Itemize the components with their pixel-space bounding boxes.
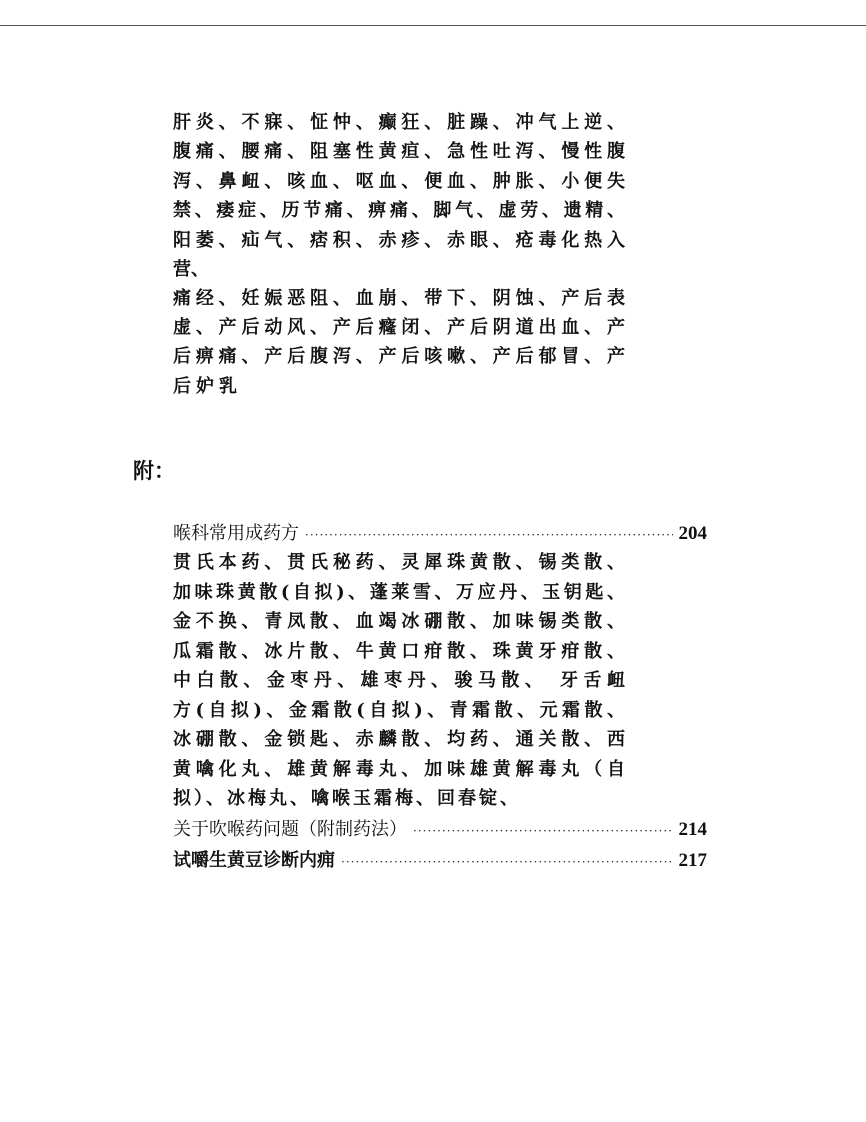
dot-leader: [305, 524, 673, 546]
text-line: 加味珠黄散(自拟)、蓬莱雪、万应丹、玉钥匙、: [173, 582, 625, 603]
text-line: 贯氏本药、贯氏秘药、灵犀珠黄散、锡类散、: [173, 552, 625, 573]
toc-entry[interactable]: [173, 819, 707, 842]
text-line: 后妒乳: [173, 376, 242, 397]
text-line: 泻、鼻衄、咳血、呕血、便血、肿胀、小便失: [173, 171, 625, 192]
toc-entry[interactable]: [173, 850, 707, 873]
top-rule: [0, 25, 866, 26]
text-line: 中白散、金枣丹、雄枣丹、骏马散、 牙舌衄: [173, 670, 625, 691]
dot-leader: [413, 820, 673, 842]
appendix-heading: 附：: [133, 458, 175, 483]
toc-title: 关于吹喉药问题（附制药法）: [173, 819, 407, 840]
text-line: 金不换、青凤散、血竭冰硼散、加味锡类散、: [173, 611, 625, 632]
text-line: 方(自拟)、金霜散(自拟)、青霜散、元霜散、: [173, 700, 625, 721]
text-line: 黄噙化丸、雄黄解毒丸、加味雄黄解毒丸（自: [173, 759, 625, 780]
text-line: 瓜霜散、冰片散、牛黄口疳散、珠黄牙疳散、: [173, 641, 625, 662]
toc-entry[interactable]: [173, 523, 707, 546]
toc-page: 217: [678, 850, 707, 871]
text-line: 禁、痿症、历节痛、痹痛、脚气、虚劳、遗精、: [173, 200, 625, 221]
text-line: 后痹痛、产后腹泻、产后咳嗽、产后郁冒、产: [173, 346, 625, 367]
text-line: 腹痛、腰痛、阻塞性黄疸、急性吐泻、慢性腹: [173, 141, 625, 162]
text-line: 拟）、冰梅丸、噙喉玉霜梅、回春锭、: [173, 788, 521, 809]
toc-page: 214: [678, 819, 707, 840]
toc-title: 试嚼生黄豆诊断内痈: [173, 850, 335, 871]
text-line: 痛经、妊娠恶阻、血崩、带下、阴蚀、产后表: [173, 288, 625, 309]
dot-leader: [341, 851, 673, 873]
text-line: 营、: [173, 259, 209, 280]
text-line: 肝炎、不寐、怔忡、癫狂、脏躁、冲气上逆、: [173, 112, 625, 133]
text-line: 阳萎、疝气、痞积、赤疹、赤眼、疮毒化热入: [173, 230, 625, 251]
toc-title: 喉科常用成药方: [173, 523, 299, 544]
text-line: 冰硼散、金锁匙、赤麟散、均药、通关散、西: [173, 729, 625, 750]
text-line: 虚、产后动风、产后癃闭、产后阴道出血、产: [173, 317, 625, 338]
toc-page: 204: [678, 523, 707, 544]
